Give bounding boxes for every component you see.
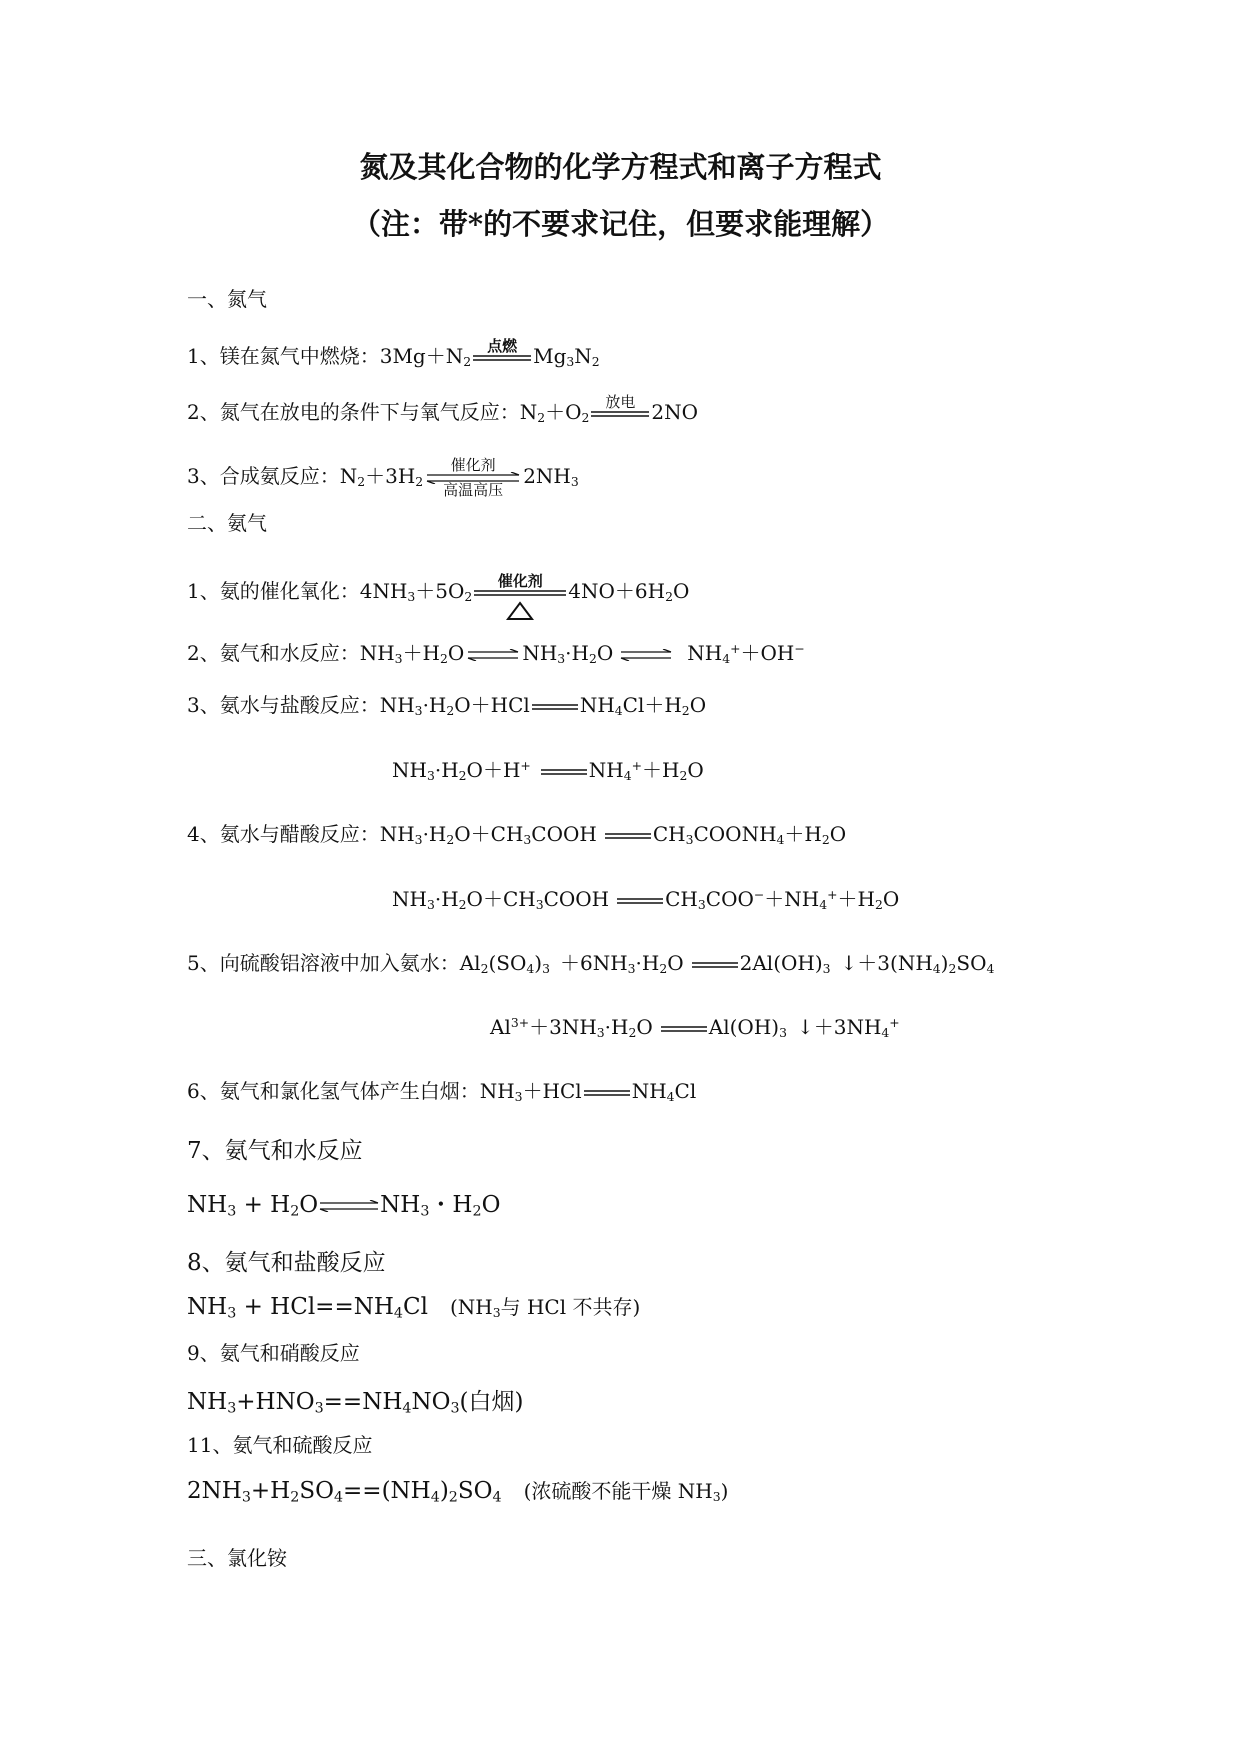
equation-2-8: $NH_3 + HCl==NH_4Cl$ ($NH_3$与 HCl 不共存) [187, 1294, 641, 1322]
section-heading: 二、氨气 [187, 511, 267, 535]
equation-2-7: $NH_3 + H_2O$ $NH_3$・$H_2O$ [187, 1192, 501, 1220]
reversible-arrow: 催化剂 高温高压 [425, 472, 521, 484]
equal-arrow: 放电 [605, 392, 636, 411]
equation-2-3b: $NH_3\cdot H_2O+H^+$ $NH_4^++H_2O$ [392, 758, 704, 784]
equal-arrow: 点燃 [487, 336, 518, 355]
equation-2-11: $2NH_3+H_2SO_4==(NH_4)_2SO_4$ (浓硫酸不能干燥 $NH_3$) [187, 1478, 729, 1506]
equal-arrow: 催化剂 [474, 588, 566, 598]
heat-triangle-icon [506, 601, 534, 621]
equal-arrow [617, 896, 663, 906]
page-subtitle: （注：带*的不要求记住，但要求能理解） [351, 207, 890, 241]
section-heading: 三、氯化铵 [187, 1546, 287, 1570]
reversible-arrow [318, 1200, 380, 1212]
equal-arrow [584, 1088, 630, 1098]
equation-2-6: 6、氨气和氯化氢气体产生白烟：$NH_3+HCl$ $NH_4Cl$ [187, 1079, 697, 1105]
heading-9: 9、氨气和硝酸反应 [187, 1341, 360, 1365]
page-title: 氮及其化合物的化学方程式和离子方程式 [359, 150, 882, 184]
equation-2-4b: $NH_3\cdot H_2O+CH_3COOH$ $CH_3COO^-+NH_4^++H_2O$ [392, 887, 900, 913]
equation-1-1: 1、镁在氮气中燃烧：$3Mg+N_2$ 点燃 $Mg_3N_2$ [187, 336, 600, 370]
equation-2-3a: 3、氨水与盐酸反应：$NH_3\cdot H_2O+HCl$ $NH_4Cl+H_2O$ [187, 693, 707, 719]
equation-2-5b: $Al^{3+}+3NH_3\cdot H_2O$ $Al(OH)_3$ $↓+3NH_4^+$ [490, 1015, 900, 1041]
equation-2-2: 2、氨气和水反应：$NH_3+H_2O$ $NH_3\cdot H_2O$ $NH_4^++OH^-$ [187, 641, 805, 667]
equation-2-9: $NH_3+HNO_3==NH_4NO_3$(白烟) [187, 1389, 524, 1417]
reversible-arrow [619, 649, 673, 661]
equal-arrow [661, 1024, 707, 1034]
section-heading: 一、氮气 [187, 287, 267, 311]
heading-11: 11、氨气和硫酸反应 [187, 1433, 373, 1457]
equal-arrow [532, 702, 578, 712]
equal-arrow [692, 960, 738, 970]
equal-arrow [541, 767, 587, 777]
equation-1-3: 3、合成氨反应：$N_2+3H_2$ 催化剂 高温高压 $2NH_3$ [187, 455, 579, 499]
equation-2-1: 1、氨的催化氧化：$4NH_3+5O_2$ 催化剂 $4NO+6H_2O$ [187, 575, 689, 604]
equation-2-5a: 5、向硫酸铝溶液中加入氨水：$Al_2(SO_4)_3 +6NH_3\cdot H_2O$ $2Al(OH)_3$ $↓+3(NH_4)_2SO_4$ [187, 951, 995, 977]
heading-8: 8、氨气和盐酸反应 [187, 1250, 386, 1276]
equal-arrow [605, 831, 651, 841]
equation-1-2: 2、氮气在放电的条件下与氧气反应：$N_2+O_2$ 放电 2NO [187, 392, 699, 426]
heading-7: 7、氨气和水反应 [187, 1138, 363, 1164]
equation-2-4a: 4、氨水与醋酸反应：$NH_3\cdot H_2O+CH_3COOH$ $CH_3COONH_4+H_2O$ [187, 822, 847, 848]
reversible-arrow [466, 649, 520, 661]
